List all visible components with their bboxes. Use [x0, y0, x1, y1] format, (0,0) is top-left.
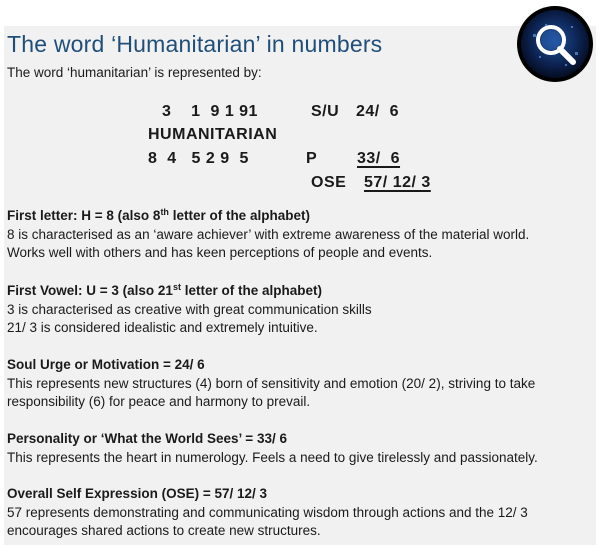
- section-line: This represents new structures (4) born of sensitivity and emotion (20/ 2), striving to take: [7, 375, 536, 391]
- section-first-letter: [7, 207, 592, 263]
- section-line: 3 is characterised as creative with great communication skills: [7, 301, 372, 317]
- ose-label: OSE: [311, 174, 347, 191]
- word-humanitarian: HUMANITARIAN: [148, 126, 278, 143]
- section-line: This represents the heart in numerology. Feels a need to give tirelessly and passionately.: [7, 449, 538, 465]
- section-line: 8 is characterised as an ‘aware achiever’ with extreme awareness of the material world.: [7, 226, 530, 242]
- section-heading: Personality or ‘What the World Sees’ = 33/ 6: [7, 431, 287, 446]
- section-heading: Overall Self Expression (OSE) = 57/ 12/ 3: [7, 486, 268, 501]
- ose-value: 57/ 12/ 3: [364, 174, 431, 191]
- section-soul-urge: [7, 356, 592, 412]
- section-line: encourages shared actions to create new structures.: [7, 523, 321, 538]
- p-label: P: [306, 150, 318, 167]
- section-heading: First Vowel: U = 3 (also 21st letter of the alphabet): [7, 282, 322, 298]
- page-title: The word ‘Humanitarian’ in numbers: [7, 31, 383, 57]
- section-heading: First letter: H = 8 (also 8th letter of the alphabet): [7, 207, 310, 223]
- vowels-row: 3 1 9 1 91: [162, 103, 258, 120]
- section-line: 57 represents demonstrating and communicating wisdom through actions and the 12/ 3: [7, 504, 528, 520]
- section-first-vowel: [7, 282, 592, 338]
- section-line: Works well with others and has keen perceptions of people and events.: [7, 245, 433, 260]
- magnifier-icon: [515, 4, 595, 84]
- p-value: 33/ 6: [357, 150, 401, 167]
- consonants-row: 8 4 5 2 9 5: [148, 150, 249, 167]
- su-value: 24/ 6: [356, 103, 400, 120]
- section-line: responsibility (6) for peace and harmony to prevail.: [7, 394, 311, 409]
- su-label: S/U: [311, 103, 340, 120]
- intro-text: The word ‘humanitarian’ is represented by:: [7, 65, 262, 80]
- section-line: 21/ 3 is considered idealistic and extremely intuitive.: [7, 320, 318, 335]
- section-heading: Soul Urge or Motivation = 24/ 6: [7, 357, 205, 372]
- section-ose: [7, 485, 592, 541]
- section-personality: [7, 430, 592, 467]
